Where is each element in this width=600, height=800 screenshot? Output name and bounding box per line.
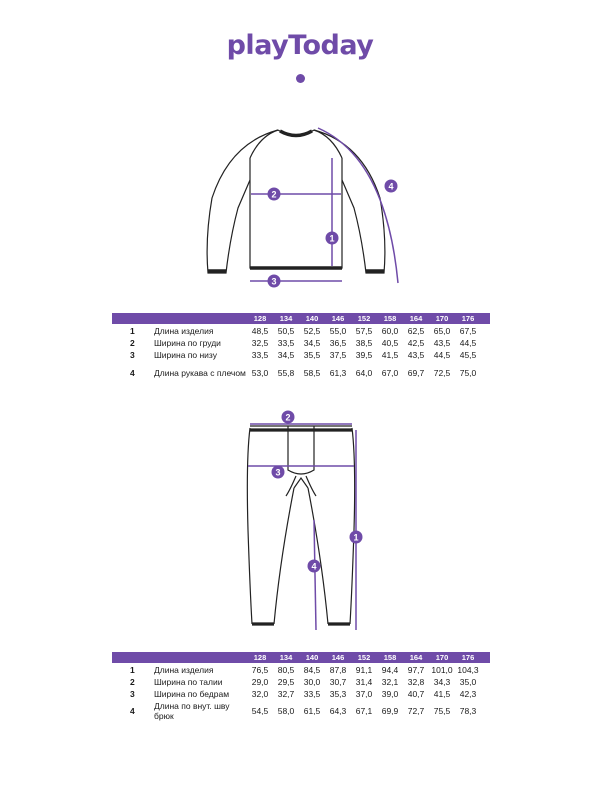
bottom-marker-2 [282, 411, 295, 424]
size-header: 170 [435, 653, 449, 662]
table-cell: 61,5 [303, 706, 321, 716]
table-cell: 57,5 [355, 326, 373, 336]
size-header: 140 [305, 314, 319, 323]
top-marker-4 [385, 180, 398, 193]
table-cell: 69,9 [381, 706, 399, 716]
svg-text:1: 1 [329, 233, 335, 244]
table-cell: 34,5 [303, 338, 321, 348]
table-row [112, 665, 490, 677]
table-cell: 55,8 [277, 368, 295, 378]
table-cell: 35,0 [459, 677, 477, 687]
pants-diagram [230, 400, 380, 650]
table-cell: 84,5 [303, 665, 321, 675]
table-cell: 32,8 [407, 677, 425, 687]
table-row [112, 677, 490, 689]
table-cell: 37,0 [355, 689, 373, 699]
table-cell: 30,0 [303, 677, 321, 687]
size-header: 140 [305, 653, 319, 662]
table-cell: 94,4 [381, 665, 399, 675]
row-number: 1 [130, 665, 135, 675]
row-number: 1 [130, 326, 135, 336]
table-cell: 42,3 [459, 689, 477, 699]
logo-dot [296, 74, 305, 83]
table-cell: 44,5 [459, 338, 477, 348]
size-header: 164 [409, 314, 423, 323]
table-cell: 35,3 [329, 689, 347, 699]
bottom-marker-3 [272, 466, 285, 479]
table-cell: 41,5 [381, 350, 399, 360]
table-cell: 78,3 [459, 706, 477, 716]
table-cell: 31,4 [355, 677, 373, 687]
top-table-header [112, 313, 490, 324]
row-label: Ширина по груди [154, 338, 221, 348]
table-row [112, 368, 490, 380]
table-cell: 43,5 [433, 338, 451, 348]
table-cell: 52,5 [303, 326, 321, 336]
size-header: 152 [357, 653, 371, 662]
row-label: Длина по внут. шву брюк [154, 701, 230, 721]
size-header: 176 [461, 653, 475, 662]
sweatshirt-diagram [190, 118, 420, 303]
table-cell: 61,3 [329, 368, 347, 378]
table-cell: 44,5 [433, 350, 451, 360]
table-row [112, 338, 490, 350]
table-cell: 67,5 [459, 326, 477, 336]
row-number: 3 [130, 350, 135, 360]
table-cell: 42,5 [407, 338, 425, 348]
size-header: 176 [461, 314, 475, 323]
table-cell: 67,0 [381, 368, 399, 378]
table-cell: 50,5 [277, 326, 295, 336]
table-cell: 36,5 [329, 338, 347, 348]
table-cell: 41,5 [433, 689, 451, 699]
size-header: 128 [253, 653, 267, 662]
table-cell: 40,5 [381, 338, 399, 348]
top-marker-2 [268, 188, 281, 201]
size-header: 128 [253, 314, 267, 323]
table-cell: 48,5 [251, 326, 269, 336]
table-cell: 38,5 [355, 338, 373, 348]
table-cell: 34,5 [277, 350, 295, 360]
table-cell: 76,5 [251, 665, 269, 675]
bottom-size-table [112, 652, 490, 723]
row-label: Ширина по бедрам [154, 689, 230, 699]
table-cell: 101,0 [431, 665, 453, 675]
table-cell: 80,5 [277, 665, 295, 675]
table-row [112, 350, 490, 368]
row-number: 2 [130, 677, 135, 687]
row-label: Ширина по талии [154, 677, 223, 687]
row-number: 3 [130, 689, 135, 699]
row-label: Длина изделия [154, 665, 214, 675]
table-cell: 39,0 [381, 689, 399, 699]
svg-text:4: 4 [388, 181, 394, 192]
top-size-table [112, 313, 490, 380]
row-number: 4 [130, 368, 135, 378]
brand-logo [210, 30, 390, 86]
table-cell: 55,0 [329, 326, 347, 336]
size-header: 146 [331, 653, 345, 662]
table-cell: 43,5 [407, 350, 425, 360]
table-cell: 58,0 [277, 706, 295, 716]
table-cell: 64,3 [329, 706, 347, 716]
size-header: 134 [279, 314, 293, 323]
row-label: Ширина по низу [154, 350, 217, 360]
table-cell: 45,5 [459, 350, 477, 360]
table-cell: 91,1 [355, 665, 373, 675]
table-cell: 35,5 [303, 350, 321, 360]
table-cell: 39,5 [355, 350, 373, 360]
table-cell: 32,1 [381, 677, 399, 687]
table-cell: 60,0 [381, 326, 399, 336]
svg-text:1: 1 [353, 532, 359, 543]
table-cell: 72,5 [433, 368, 451, 378]
svg-text:2: 2 [271, 189, 277, 200]
table-cell: 32,0 [251, 689, 269, 699]
table-cell: 72,7 [407, 706, 425, 716]
table-cell: 87,8 [329, 665, 347, 675]
size-header: 158 [383, 314, 397, 323]
size-header: 170 [435, 314, 449, 323]
svg-text:3: 3 [271, 276, 277, 287]
size-header: 152 [357, 314, 371, 323]
table-cell: 32,5 [251, 338, 269, 348]
bottom-marker-4 [308, 560, 321, 573]
row-label: Длина изделия [154, 326, 214, 336]
size-header: 158 [383, 653, 397, 662]
table-row [112, 689, 490, 701]
table-cell: 65,0 [433, 326, 451, 336]
table-cell: 37,5 [329, 350, 347, 360]
table-cell: 75,0 [459, 368, 477, 378]
table-row [112, 701, 490, 723]
table-cell: 33,5 [251, 350, 269, 360]
table-cell: 64,0 [355, 368, 373, 378]
table-row [112, 326, 490, 338]
top-marker-1 [326, 232, 339, 245]
table-cell: 33,5 [303, 689, 321, 699]
top-marker-3 [268, 275, 281, 288]
row-number: 4 [130, 706, 135, 716]
table-cell: 53,0 [251, 368, 269, 378]
table-cell: 40,7 [407, 689, 425, 699]
table-cell: 29,5 [277, 677, 295, 687]
logo-text: playToday [226, 30, 374, 61]
table-cell: 62,5 [407, 326, 425, 336]
svg-text:4: 4 [311, 561, 317, 572]
table-cell: 58,5 [303, 368, 321, 378]
table-cell: 30,7 [329, 677, 347, 687]
bottom-table-header [112, 652, 490, 663]
table-cell: 67,1 [355, 706, 373, 716]
table-cell: 69,7 [407, 368, 425, 378]
size-header: 146 [331, 314, 345, 323]
table-cell: 33,5 [277, 338, 295, 348]
table-cell: 75,5 [433, 706, 451, 716]
row-number: 2 [130, 338, 135, 348]
table-cell: 104,3 [457, 665, 479, 675]
bottom-marker-1 [350, 531, 363, 544]
table-cell: 29,0 [251, 677, 269, 687]
svg-text:2: 2 [285, 412, 291, 423]
table-cell: 97,7 [407, 665, 425, 675]
table-cell: 32,7 [277, 689, 295, 699]
row-label: Длина рукава с плечом [154, 368, 246, 378]
table-cell: 54,5 [251, 706, 269, 716]
size-header: 134 [279, 653, 293, 662]
table-cell: 34,3 [433, 677, 451, 687]
svg-text:3: 3 [275, 467, 281, 478]
size-header: 164 [409, 653, 423, 662]
